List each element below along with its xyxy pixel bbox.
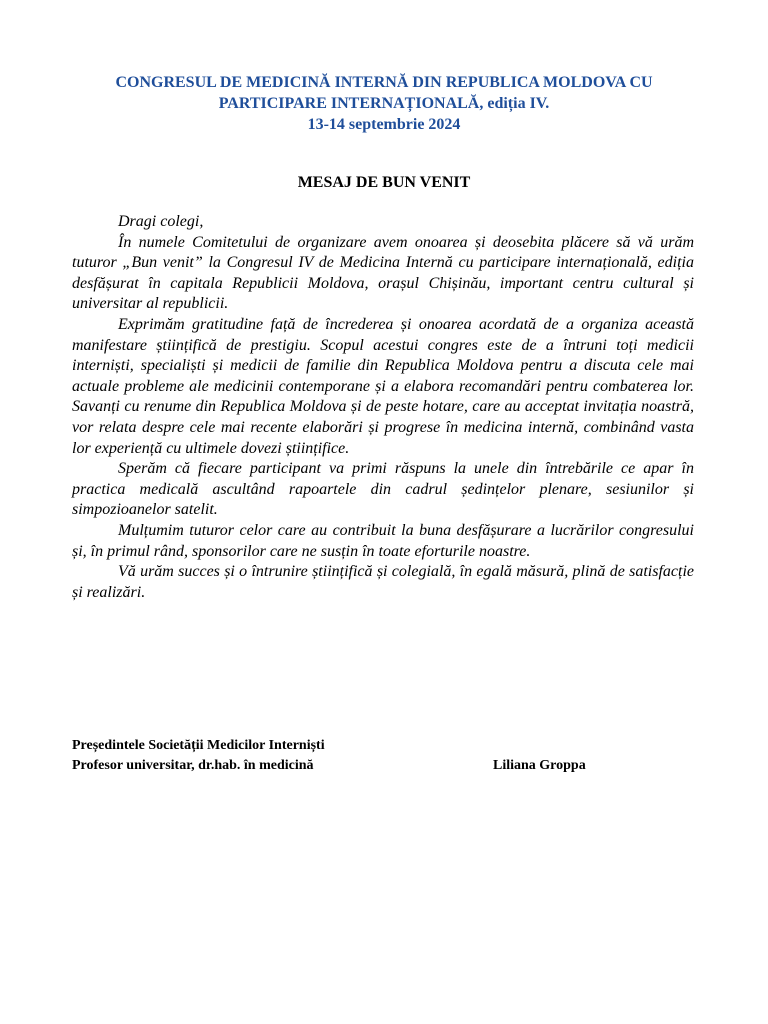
letter-paragraph: Sperăm că fiecare participant va primi răspuns la unele din întrebările ce apar în practica medicală ascultând rapoartele din cadrul ședințelor plenare, sesiunilor și simpozioanelor satelit. (72, 460, 694, 519)
signatory-academic-title: Profesor universitar, dr.hab. în medicină (72, 758, 314, 773)
signatory-name: Liliana Groppa (493, 758, 586, 773)
letter-paragraph: Mulțumim tuturor celor care au contribuit la buna desfășurare a lucrărilor congresului și, în primul rând, sponsorilor care ne susțin în toate eforturile noastre. (72, 521, 694, 560)
letter-paragraph: Vă urăm succes și o întrunire științifică și colegială, în egală măsură, plină de satisfacție și realizări. (72, 563, 694, 601)
letter-paragraph: În numele Comitetului de organizare avem onoarea și deosebita plăcere să vă urăm tuturor „Bun venit” la Congresul IV de Medicina Internă cu participare internațională, ediția desfășurat în capitala Republicii Moldova, orașul Chișinău, important centru cultural și universitar al republicii. (72, 233, 694, 313)
welcome-message-title: MESAJ DE BUN VENIT (297, 174, 471, 191)
welcome-letter-body (72, 212, 694, 603)
congress-title-line-1: CONGRESUL DE MEDICINĂ INTERNĂ DIN REPUBLICA MOLDOVA CU (115, 74, 653, 91)
signature-block (72, 736, 632, 776)
letter-greeting: Dragi colegi, (118, 213, 204, 230)
signatory-role: Președintele Societății Medicilor Interniști (72, 738, 325, 753)
congress-dates: 13-14 septembrie 2024 (307, 116, 461, 133)
congress-title-line-2: PARTICIPARE INTERNAȚIONALĂ, ediția IV. (218, 95, 550, 112)
congress-header (60, 72, 708, 135)
letter-paragraph: Exprimăm gratitudine față de încrederea și onoarea acordată de a organiza această manifestare științifică de prestigiu. Scopul acestui congres este de a întruni toți medicii interniști, specialiști și medicii de familie din Republica Moldova pentru a discuta cele mai actuale probleme ale medicinii contemporane și a elabora recomandări pentru combaterea lor. Savanți cu renume din Republica Moldova și de peste hotare, care au acceptat invitația noastră, vor relata despre cele mai recente elaborări și progrese în medicina internă, combinând vasta lor experiență cu ultimele dovezi științifice. (72, 315, 694, 457)
